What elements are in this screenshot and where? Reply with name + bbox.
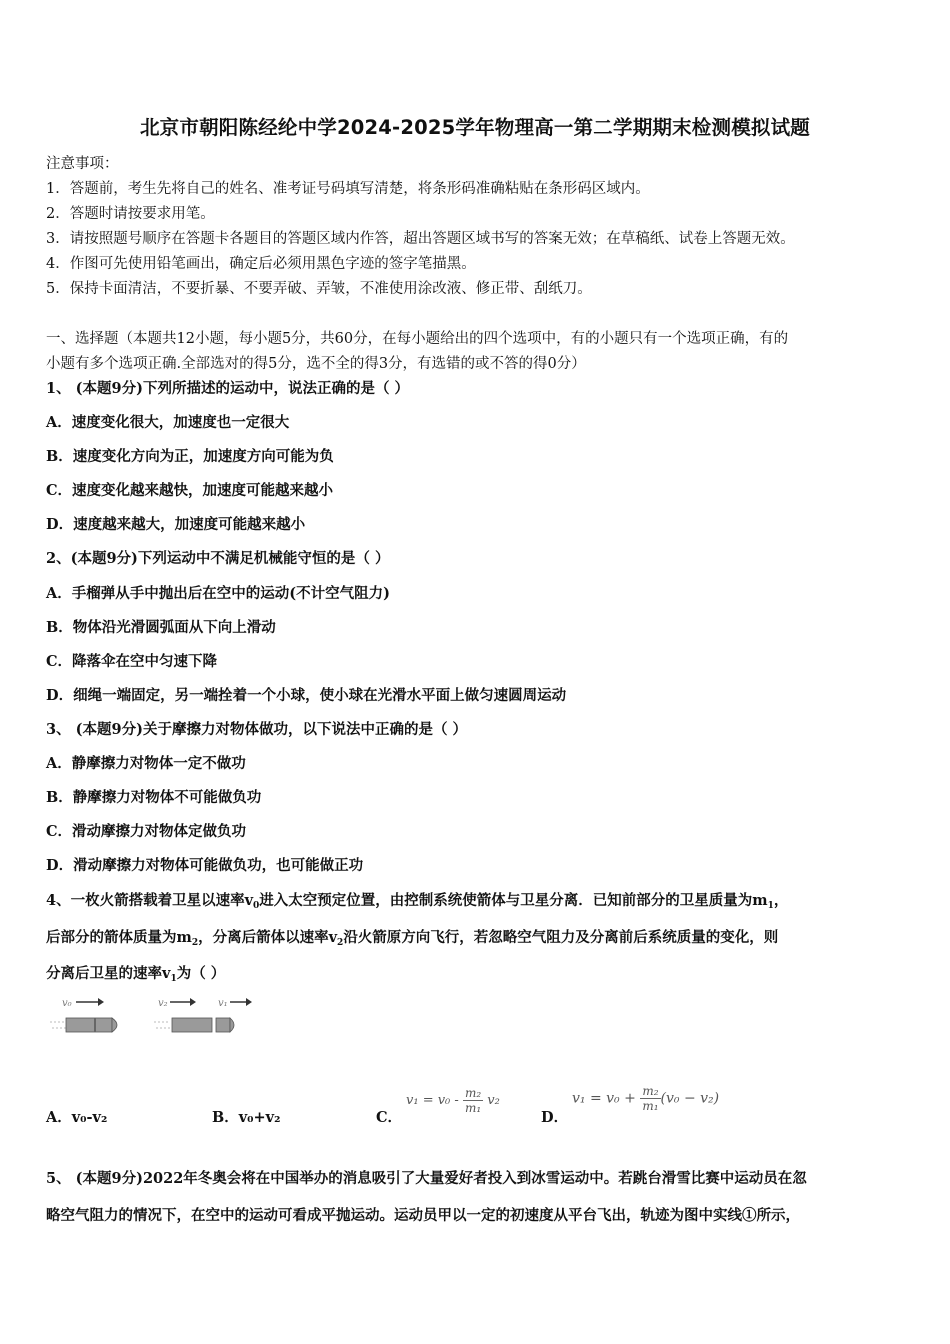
rocket-body	[172, 1018, 212, 1032]
formula-text: v₁ = v₀ +	[572, 1090, 641, 1107]
notice-item: 2．答题时请按要求用笔。	[46, 206, 215, 222]
q2-option-d: D．细绳一端固定，另一端拴着一个小球，使小球在光滑水平面上做匀速圆周运动	[46, 687, 567, 704]
fraction-denominator: m₁	[642, 1099, 659, 1113]
q4-subscript: 0	[253, 901, 260, 911]
q3-option-d: D．滑动摩擦力对物体可能做负功，也可能做正功	[46, 857, 364, 874]
fraction-denominator: m₁	[464, 1101, 482, 1115]
formula-text: v₂	[487, 1093, 500, 1108]
rocket-before-separation	[50, 998, 117, 1032]
q4-option-a: A．v₀-v₂	[46, 1109, 108, 1126]
section-heading-cont: 小题有多个选项正确.全部选对的得5分，选不全的得3分，有选错的或不答的得0分）	[46, 356, 586, 372]
rocket-joint	[94, 1018, 96, 1032]
q4-subscript: 2	[337, 938, 344, 948]
q4-text: 进入太空预定位置，由控制系统使箭体与卫星分离．已知前部分的卫星质量为m	[259, 892, 768, 909]
formula-text: v₁ = v₀ -	[406, 1093, 463, 1108]
q4-text: ，	[773, 892, 789, 909]
notice-heading: 注意事项：	[46, 156, 119, 172]
question-1-stem: 1、 (本题9分)下列所描述的运动中，说法正确的是（ ）	[46, 380, 409, 397]
formula-fraction	[463, 1086, 483, 1115]
fraction-numerator: m₂	[464, 1086, 482, 1100]
q1-option-b: B．速度变化方向为正，加速度方向可能为负	[46, 448, 334, 465]
q4-option-c-formula	[406, 1086, 500, 1115]
notice-item: 5．保持卡面清洁，不要折暴、不要弄破、弄皱，不准使用涂改液、修正带、刮纸刀。	[46, 281, 592, 297]
question-5-line-2: 略空气阻力的情况下，在空中的运动可看成平抛运动。运动员甲以一定的初速度从平台飞出，轨迹为图中实线①所示，	[46, 1207, 800, 1224]
q4-text: 为（ ）	[176, 965, 226, 982]
rocket-body	[66, 1018, 112, 1032]
question-4-line-2	[46, 926, 778, 948]
q2-option-c: C．降落伞在空中匀速下降	[46, 653, 218, 670]
notice-item: 4．作图可先使用铅笔画出，确定后必须用黑色字迹的签字笔描黑。	[46, 256, 476, 272]
q4-option-d-label: D．	[541, 1109, 569, 1126]
notice-item: 1．答题前，考生先将自己的姓名、准考证号码填写清楚，将条形码准确粘贴在条形码区域内。	[46, 181, 650, 197]
q4-option-b: B．v₀+v₂	[212, 1109, 281, 1126]
satellite-nose	[230, 1018, 234, 1032]
fraction-numerator: m₂	[642, 1084, 659, 1098]
q4-text: 4、一枚火箭搭载着卫星以速率v	[46, 892, 254, 909]
rocket-separation-figure	[46, 994, 256, 1048]
question-2-stem: 2、(本题9分)下列运动中不满足机械能守恒的是（ ）	[46, 550, 390, 567]
q3-option-a: A．静摩擦力对物体一定不做功	[46, 755, 246, 772]
section-heading: 一、选择题（本题共12小题，每小题5分，共60分，在每小题给出的四个选项中，有的小题只有一个选项正确，有的	[46, 331, 789, 347]
q4-text: 分离后卫星的速率v	[46, 965, 171, 982]
label-v0: v₀	[62, 998, 72, 1009]
question-3-stem: 3、 (本题9分)关于摩擦力对物体做功，以下说法中正确的是（ ）	[46, 721, 467, 738]
rocket-nose	[112, 1018, 117, 1032]
rocket-after-separation	[154, 998, 252, 1032]
q4-text: 沿火箭原方向飞行，若忽略空气阻力及分离前后系统质量的变化，则	[343, 929, 779, 946]
label-v1: v₁	[218, 998, 228, 1009]
arrow-v1-head	[246, 998, 252, 1006]
satellite-body	[216, 1018, 230, 1032]
q4-option-d-formula	[572, 1084, 719, 1113]
label-v2: v₂	[158, 998, 168, 1009]
q4-subscript: 1	[170, 974, 177, 984]
question-5-line-1: 5、 (本题9分)2022年冬奥会将在中国举办的消息吸引了大量爱好者投入到冰雪运动中。若跳台滑雪比赛中运动员在忽	[46, 1170, 807, 1187]
q1-option-d: D．速度越来越大，加速度可能越来越小	[46, 516, 306, 533]
q4-subscript: 2	[191, 938, 199, 948]
arrow-v2-head	[190, 998, 196, 1006]
q3-option-c: C．滑动摩擦力对物体定做负功	[46, 823, 247, 840]
question-4-line-3	[46, 962, 225, 984]
q1-option-c: C．速度变化越来越快，加速度可能越来越小	[46, 482, 334, 499]
q4-option-c-label: C．	[376, 1109, 403, 1126]
formula-fraction	[640, 1084, 660, 1113]
q4-text: 后部分的箭体质量为m	[46, 929, 192, 946]
q2-option-b: B．物体沿光滑圆弧面从下向上滑动	[46, 619, 276, 636]
formula-text: (v₀ − v₂)	[660, 1090, 720, 1107]
notice-item: 3．请按照题号顺序在答题卡各题目的答题区域内作答，超出答题区域书写的答案无效；在草稿纸、试卷上答题无效。	[46, 231, 795, 247]
q4-subscript: 1	[767, 901, 774, 911]
arrow-v0-head	[98, 998, 104, 1006]
q2-option-a: A．手榴弹从手中抛出后在空中的运动(不计空气阻力)	[46, 585, 390, 602]
question-4-line-1	[46, 889, 788, 911]
q4-text: ，分离后箭体以速率v	[198, 929, 338, 946]
page-title: 北京市朝阳陈经纶中学2024-2025学年物理高一第二学期期末检测模拟试题	[139, 116, 811, 139]
q1-option-a: A．速度变化很大，加速度也一定很大	[46, 414, 290, 431]
q3-option-b: B．静摩擦力对物体不可能做负功	[46, 789, 262, 806]
